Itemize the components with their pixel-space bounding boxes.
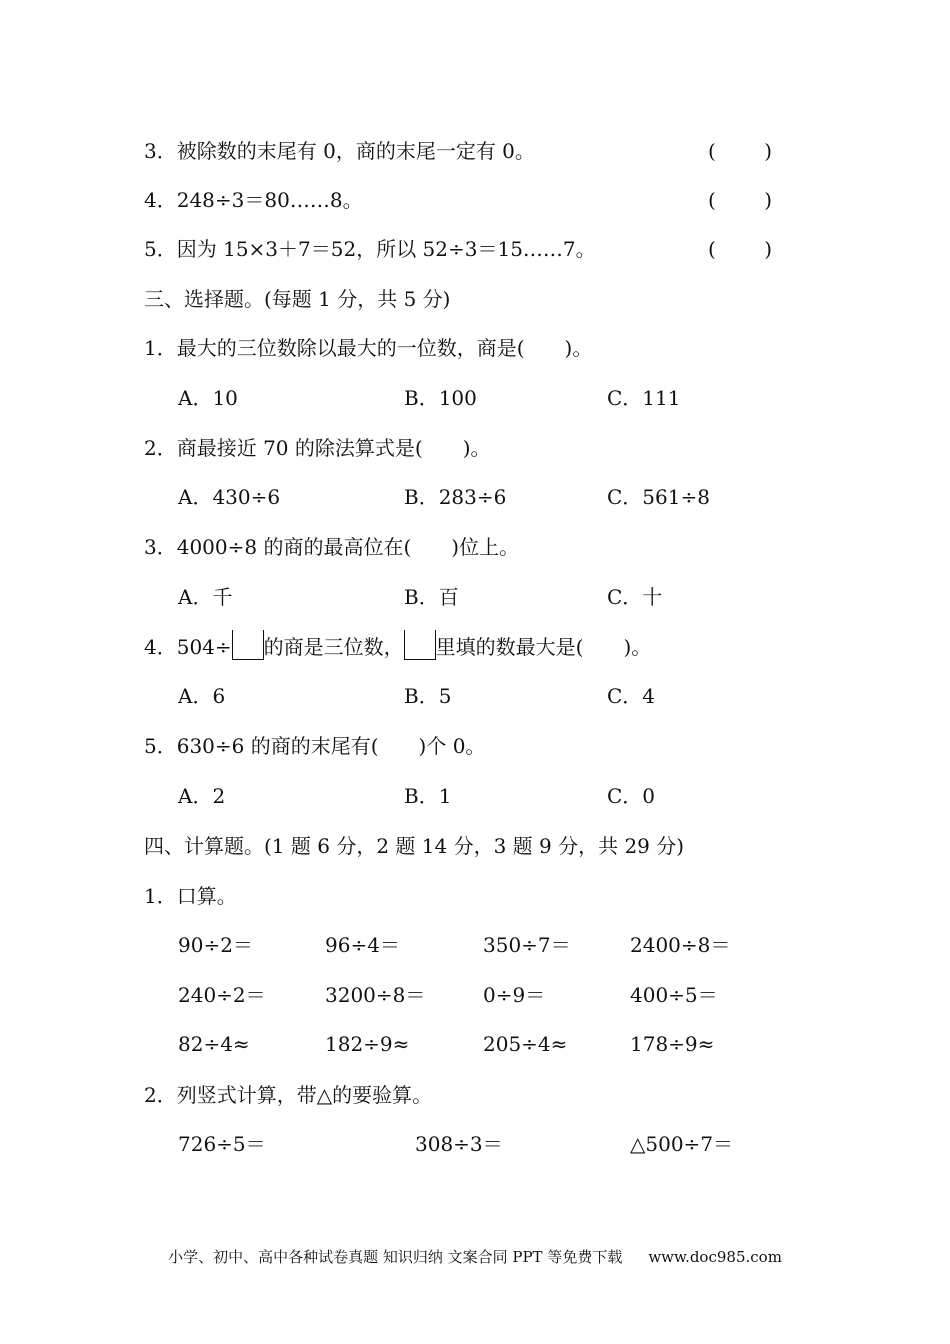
paren-open: (	[708, 139, 716, 163]
choice-5-option-a[interactable]: A．2	[178, 784, 226, 808]
judge-item-3-answer-paren[interactable]	[708, 135, 772, 167]
choice-3-option-b[interactable]: B．百	[404, 585, 459, 609]
judge-item-3	[144, 135, 535, 167]
blank-box[interactable]	[232, 630, 264, 660]
choice-question-4	[144, 630, 651, 662]
oral-calc-item: 205÷4≈	[483, 1032, 568, 1056]
choice-2-option-b[interactable]: B．283÷6	[404, 485, 507, 509]
footer-url[interactable]: www.doc985.com	[648, 1248, 782, 1266]
judge-item-5	[144, 233, 596, 265]
choice-question-2: 2．商最接近 70 的除法算式是( )。	[144, 436, 491, 460]
judge-item-5-answer-paren[interactable]	[708, 233, 772, 265]
choice-question-5: 5．630÷6 的商的末尾有( )个 0。	[144, 734, 486, 758]
oral-calc-item: 350÷7＝	[483, 933, 571, 957]
oral-calc-item: 240÷2＝	[178, 983, 266, 1007]
choice-4-stem-part-3: 里填的数最大是( )。	[435, 635, 652, 659]
oral-calc-item: 2400÷8＝	[630, 933, 731, 957]
oral-calc-item: 0÷9＝	[483, 983, 546, 1007]
judge-item-3-number: 3．	[144, 139, 177, 163]
choice-5-option-b[interactable]: B．1	[404, 784, 452, 808]
choice-2-option-c[interactable]: C．561÷8	[607, 485, 710, 509]
oral-calc-item: 82÷4≈	[178, 1032, 250, 1056]
oral-calc-item: 178÷9≈	[630, 1032, 715, 1056]
oral-calc-item: 96÷4＝	[325, 933, 400, 957]
oral-calc-item: 90÷2＝	[178, 933, 253, 957]
footer-text: 小学、初中、高中各种试卷真题 知识归纳 文案合同 PPT 等免费下载	[168, 1248, 623, 1266]
judge-item-4	[144, 184, 363, 216]
paren-close: )	[764, 237, 772, 261]
choice-4-stem-part-2: 的商是三位数，	[263, 635, 404, 659]
calc-question-1-title: 1．口算。	[144, 884, 237, 908]
paren-close: )	[764, 139, 772, 163]
judge-item-3-text: 被除数的末尾有 0，商的末尾一定有 0。	[176, 139, 535, 163]
choice-1-option-a[interactable]: A．10	[178, 386, 238, 410]
choice-1-option-b[interactable]: B．100	[404, 386, 477, 410]
oral-calc-item: 182÷9≈	[325, 1032, 410, 1056]
choice-4-stem-part-1: 4．504÷	[144, 635, 232, 659]
choice-4-option-c[interactable]: C．4	[607, 684, 656, 708]
paren-open: (	[708, 188, 716, 212]
page-footer	[0, 1243, 950, 1271]
choice-1-option-c[interactable]: C．111	[607, 386, 681, 410]
choice-3-option-c[interactable]: C．十	[607, 585, 663, 609]
choice-question-1: 1．最大的三位数除以最大的一位数，商是( )。	[144, 336, 593, 360]
calc-question-2-title: 2．列竖式计算，带△的要验算。	[144, 1083, 433, 1107]
judge-item-4-text: 248÷3＝80……8。	[176, 188, 363, 212]
choice-3-option-a[interactable]: A．千	[178, 585, 233, 609]
choice-4-option-a[interactable]: A．6	[178, 684, 226, 708]
section-3-heading: 三、选择题。(每题 1 分，共 5 分)	[144, 287, 451, 311]
oral-calc-item: 400÷5＝	[630, 983, 718, 1007]
judge-item-5-text: 因为 15×3＋7＝52，所以 52÷3＝15……7。	[176, 237, 596, 261]
choice-question-3: 3．4000÷8 的商的最高位在( )位上。	[144, 535, 520, 559]
paren-close: )	[764, 188, 772, 212]
vertical-calc-item: 726÷5＝	[178, 1132, 266, 1156]
blank-box[interactable]	[404, 630, 436, 660]
judge-item-5-number: 5．	[144, 237, 177, 261]
judge-item-4-number: 4．	[144, 188, 177, 212]
oral-calc-item: 3200÷8＝	[325, 983, 426, 1007]
judge-item-4-answer-paren[interactable]	[708, 184, 772, 216]
paren-open: (	[708, 237, 716, 261]
choice-4-option-b[interactable]: B．5	[404, 684, 452, 708]
section-4-heading: 四、计算题。(1 题 6 分，2 题 14 分，3 题 9 分，共 29 分)	[144, 834, 685, 858]
choice-2-option-a[interactable]: A．430÷6	[178, 485, 281, 509]
vertical-calc-item: △500÷7＝	[630, 1132, 734, 1156]
choice-5-option-c[interactable]: C．0	[607, 784, 656, 808]
vertical-calc-item: 308÷3＝	[415, 1132, 503, 1156]
